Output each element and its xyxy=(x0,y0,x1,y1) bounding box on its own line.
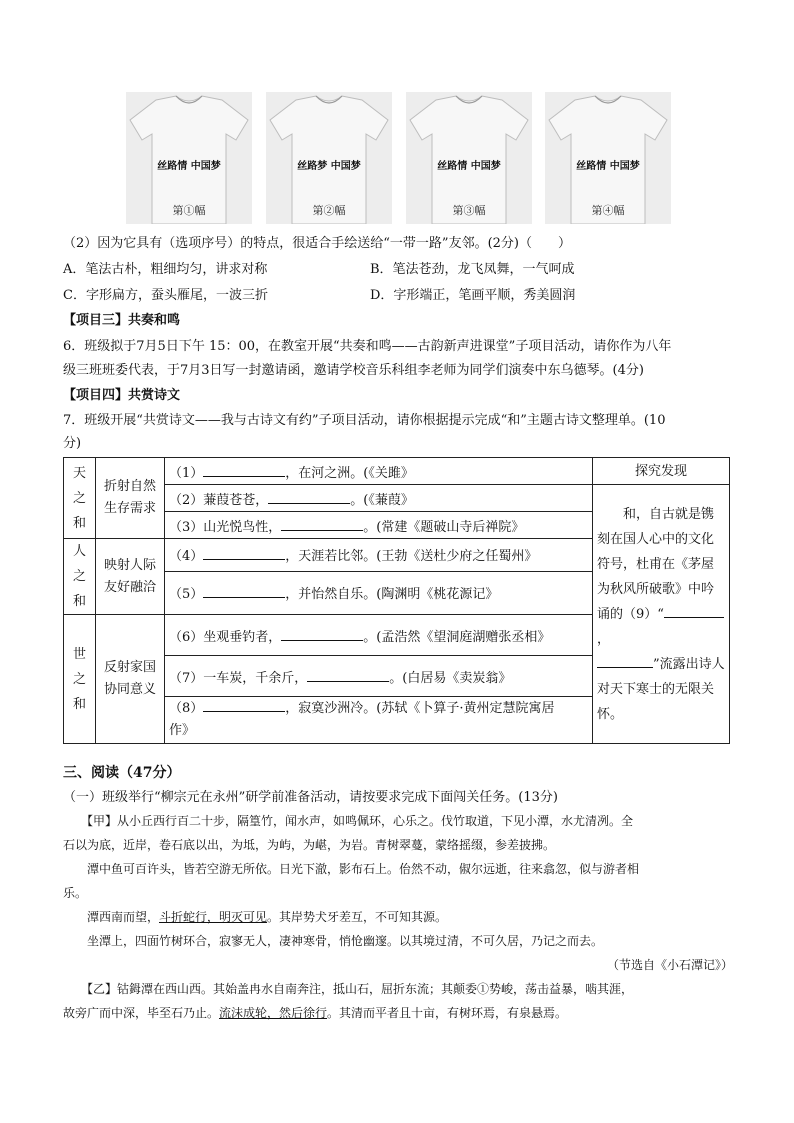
jia-p3-underlined: 斗折蛇行，明灭可见 xyxy=(159,910,268,924)
poem-item-7-pre: （7）一车炭，千余斤， xyxy=(169,670,308,686)
poem-item-5-pre: （5） xyxy=(169,587,204,603)
poem-item-3-pre: （3）山光悦鸟性， xyxy=(169,519,282,535)
poem-item-7-post: 。(白居易《卖炭翁》 xyxy=(389,670,512,686)
find-text-1: 和，自古就是镌刻在国人心中的文化符号，杜甫在《茅屋为秋风所破歌》中吟诵的（9）“ xyxy=(597,506,715,622)
jia-p1-line1: 【甲】从小丘西行百二十步，隔篁竹，闻水声，如鸣佩环，心乐之。伐竹取道，下见小潭，水尤清冽。全 xyxy=(81,814,634,828)
yi-line2 xyxy=(63,1001,733,1025)
tshirt-1 xyxy=(126,92,252,224)
poem-item-6-pre: （6）坐观垂钓者， xyxy=(169,629,282,645)
q6-line-1: 6．班级拟于7月5日下午 15：00，在教室开展“共奏和鸣——古韵新声进课堂”子项目活动，请你作为八年 xyxy=(63,339,672,354)
jia-p1-line2: 石以为底，近岸，卷石底以出，为坻，为屿，为嵁，为岩。青树翠蔓，蒙络摇缀，参差披拂。 xyxy=(63,838,556,852)
yi-line2-b: 。其清而平者且十亩，有树环焉，有泉悬焉。 xyxy=(327,1006,568,1020)
poem-item-8-post: ，寂寞沙洲冷。(苏轼《卜算子·黄州定慧院寓居 xyxy=(285,701,555,716)
find-text xyxy=(597,502,725,727)
tshirt-2-text: 丝路梦 中国梦 xyxy=(297,161,361,172)
jia-p2-line2: 乐。 xyxy=(63,886,88,900)
tshirt-2 xyxy=(266,92,392,224)
poem-item-1-pre: （1） xyxy=(169,465,204,481)
jia-p4: 坐潭上，四面竹树环合，寂寥无人，凄神寒骨，悄怆幽邃。以其境过清，不可久居，乃记之而去。 xyxy=(87,934,604,948)
poem-blank-6[interactable] xyxy=(281,627,363,641)
poem-blank-4[interactable] xyxy=(203,546,285,560)
poem-item-2 xyxy=(165,485,593,512)
poem-item-4-pre: （4） xyxy=(169,549,204,565)
tshirt-2-label: 第②幅 xyxy=(312,204,346,217)
poem-item-6-post: 。(孟浩然《望洞庭湖赠张丞相》 xyxy=(363,629,551,645)
poem-item-5 xyxy=(165,571,593,614)
tshirt-3 xyxy=(406,92,532,224)
q2-option-c: C．字形扁方，蚕头雁尾，一波三折 xyxy=(63,288,268,303)
poem-blank-3[interactable] xyxy=(281,517,363,531)
tshirt-1-label: 第①幅 xyxy=(172,204,206,217)
reading-heading: 三、阅读（47分） xyxy=(63,765,181,781)
reading-part1: （一）班级举行“柳宗元在永州”研学前准备活动，请按要求完成下面闯关任务。(13分) xyxy=(63,790,558,805)
tshirt-image-strip xyxy=(126,92,671,224)
passage-jia xyxy=(63,809,733,1025)
poem-item-7 xyxy=(165,656,593,697)
poem-item-3 xyxy=(165,512,593,539)
tshirt-4 xyxy=(545,92,671,224)
category-heaven: 天之和 xyxy=(64,458,96,539)
category-people: 人之和 xyxy=(64,539,96,615)
yi-line2-a: 故旁广而中深，毕至石乃止。 xyxy=(63,1006,220,1020)
poem-table xyxy=(63,457,730,744)
find-blank-9a[interactable] xyxy=(664,604,724,618)
sub-people: 映射人际友好融洽 xyxy=(96,539,165,615)
tshirt-3-label: 第③幅 xyxy=(452,204,486,217)
q2-option-a: A．笔法古朴，粗细均匀，讲求对称 xyxy=(63,262,268,277)
tshirt-4-label: 第④幅 xyxy=(591,204,625,217)
poem-item-3-post: 。(常建《题破山寺后禅院》 xyxy=(363,519,525,535)
sub-nature: 折射自然生存需求 xyxy=(96,458,165,539)
find-text-3: ”流露出诗人对天下寒士的无限关怀。 xyxy=(597,656,725,722)
tshirt-4-text: 丝路情 中国梦 xyxy=(576,161,640,172)
category-world: 世之和 xyxy=(64,615,96,744)
q2-stem: （2）因为它具有（选项序号）的特点，很适合手绘送给“一带一路”友邻。(2分)（ ） xyxy=(63,236,571,251)
find-text-2: ， xyxy=(597,631,611,647)
poem-item-2-pre: （2）蒹葭苍苍， xyxy=(169,492,269,508)
q2-option-d: D．字形端正，笔画平顺，秀美圆润 xyxy=(370,288,576,303)
poem-item-4-post: ，天涯若比邻。(王勃《送杜少府之任蜀州》 xyxy=(285,549,538,565)
header-find: 探究发现 xyxy=(593,458,730,485)
jia-p3 xyxy=(63,905,733,929)
jia-p3-a: 潭西南而望， xyxy=(87,910,160,924)
jia-source: （节选自《小石潭记》） xyxy=(606,958,733,972)
jia-p3-b: 。其岸势犬牙差互，不可知其源。 xyxy=(267,910,448,924)
poem-item-8-pre: （8） xyxy=(169,701,204,716)
poem-blank-1[interactable] xyxy=(203,463,285,477)
find-cell xyxy=(593,485,730,744)
find-blank-9b[interactable] xyxy=(597,654,653,668)
project3-title: 【项目三】共奏和鸣 xyxy=(63,313,181,328)
yi-line2-underlined: 流沫成轮，然后徐行 xyxy=(219,1006,328,1020)
project4-title: 【项目四】共赏诗文 xyxy=(63,388,181,403)
q7-line-2: 分) xyxy=(63,436,82,451)
yi-line1: 【乙】钴鉧潭在西山西。其始盖冉水自南奔注，抵山石，屈折东流；其颠委①势峻，荡击益暴，啮其涯， xyxy=(81,982,634,996)
jia-p2-line1: 潭中鱼可百许头，皆若空游无所依。日光下澈，影布石上。佁然不动，俶尔远逝，往来翕忽，似与游者相 xyxy=(87,862,640,876)
tshirt-1-text: 丝路情 中国梦 xyxy=(157,161,221,172)
poem-item-8 xyxy=(165,697,593,744)
poem-item-1 xyxy=(165,458,593,485)
poem-item-4 xyxy=(165,539,593,572)
poem-blank-8[interactable] xyxy=(203,698,285,712)
poem-blank-7[interactable] xyxy=(307,668,389,682)
poem-item-8-post2: 作》 xyxy=(169,723,196,738)
poem-item-1-post: ，在河之洲。(《关雎》 xyxy=(285,465,414,481)
tshirt-3-text: 丝路情 中国梦 xyxy=(437,161,501,172)
poem-item-5-post: ，并怡然自乐。(陶渊明《桃花源记》 xyxy=(285,587,499,603)
q2-option-b: B．笔法苍劲，龙飞凤舞，一气呵成 xyxy=(370,262,575,277)
q7-line-1: 7．班级开展“共赏诗文——我与古诗文有约”子项目活动，请你根据提示完成“和”主题古诗文整理单。(10 xyxy=(63,413,666,428)
poem-blank-2[interactable] xyxy=(268,490,350,504)
poem-item-2-post: 。(《蒹葭》 xyxy=(350,492,414,508)
q6-line-2: 级三班班委代表，于7月3日写一封邀请函，邀请学校音乐科组李老师为同学们演奏中东乌德琴。(4分) xyxy=(63,363,644,378)
poem-item-6 xyxy=(165,615,593,656)
sub-world: 反射家国协同意义 xyxy=(96,615,165,744)
poem-blank-5[interactable] xyxy=(203,584,285,598)
